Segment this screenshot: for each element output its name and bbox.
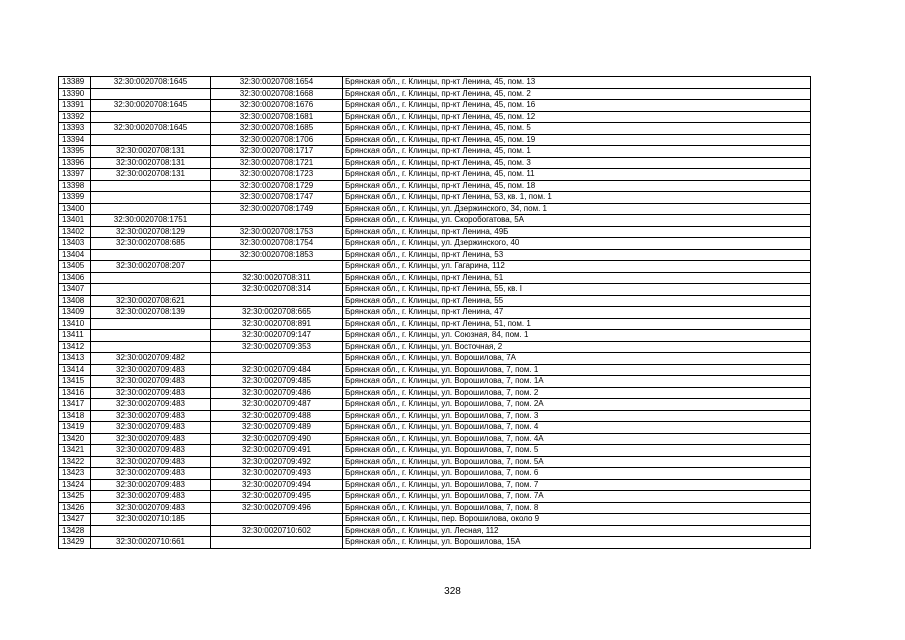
address-cell: Брянская обл., г. Клинцы, пр-кт Ленина, 45, пом. 19 (343, 134, 811, 146)
cadastral-number-cell: 32:30:0020708:311 (211, 272, 343, 284)
parent-cadastral-number-cell: 32:30:0020710:661 (91, 537, 211, 549)
table-row (59, 203, 811, 215)
table-row (59, 100, 811, 112)
address-cell: Брянская обл., г. Клинцы, пр-кт Ленина, 45, пом. 3 (343, 157, 811, 169)
address-cell: Брянская обл., г. Клинцы, пр-кт Ленина, 45, пом. 16 (343, 100, 811, 112)
row-number-cell: 13427 (59, 514, 91, 526)
row-number-cell: 13406 (59, 272, 91, 284)
table-row (59, 537, 811, 549)
cadastral-number-cell: 32:30:0020708:891 (211, 318, 343, 330)
address-cell: Брянская обл., г. Клинцы, пр-кт Ленина, 45, пом. 2 (343, 88, 811, 100)
address-cell: Брянская обл., г. Клинцы, ул. Ворошилова, 7, пом. 6 (343, 468, 811, 480)
cadastral-number-cell: 32:30:0020708:1685 (211, 123, 343, 135)
cadastral-number-cell (211, 353, 343, 365)
address-cell: Брянская обл., г. Клинцы, ул. Ворошилова, 7, пом. 2А (343, 399, 811, 411)
parent-cadastral-number-cell (91, 192, 211, 204)
parent-cadastral-number-cell: 32:30:0020709:483 (91, 456, 211, 468)
cadastral-number-cell: 32:30:0020708:1753 (211, 226, 343, 238)
address-cell: Брянская обл., г. Клинцы, пр-кт Ленина, 45, пом. 11 (343, 169, 811, 181)
row-number-cell: 13396 (59, 157, 91, 169)
table-row (59, 525, 811, 537)
cadastral-number-cell: 32:30:0020709:494 (211, 479, 343, 491)
parent-cadastral-number-cell: 32:30:0020710:185 (91, 514, 211, 526)
parent-cadastral-number-cell (91, 318, 211, 330)
cadastral-number-cell: 32:30:0020709:491 (211, 445, 343, 457)
row-number-cell: 13410 (59, 318, 91, 330)
row-number-cell: 13421 (59, 445, 91, 457)
table-row (59, 479, 811, 491)
address-cell: Брянская обл., г. Клинцы, ул. Союзная, 84, пом. 1 (343, 330, 811, 342)
table-row (59, 192, 811, 204)
table-row (59, 514, 811, 526)
address-cell: Брянская обл., г. Клинцы, ул. Дзержинского, 40 (343, 238, 811, 250)
table-row (59, 111, 811, 123)
parent-cadastral-number-cell (91, 249, 211, 261)
address-cell: Брянская обл., г. Клинцы, ул. Ворошилова, 7А (343, 353, 811, 365)
row-number-cell: 13403 (59, 238, 91, 250)
parent-cadastral-number-cell (91, 272, 211, 284)
cadastral-number-cell: 32:30:0020709:485 (211, 376, 343, 388)
table-row (59, 261, 811, 273)
table-row (59, 318, 811, 330)
parent-cadastral-number-cell: 32:30:0020708:685 (91, 238, 211, 250)
address-cell: Брянская обл., г. Клинцы, ул. Лесная, 112 (343, 525, 811, 537)
cadastral-registry-table (58, 76, 811, 549)
parent-cadastral-number-cell: 32:30:0020708:131 (91, 157, 211, 169)
cadastral-number-cell: 32:30:0020708:1676 (211, 100, 343, 112)
row-number-cell: 13411 (59, 330, 91, 342)
address-cell: Брянская обл., г. Клинцы, пр-кт Ленина, 45, пом. 1 (343, 146, 811, 158)
row-number-cell: 13399 (59, 192, 91, 204)
cadastral-number-cell: 32:30:0020708:1729 (211, 180, 343, 192)
table-row (59, 272, 811, 284)
row-number-cell: 13418 (59, 410, 91, 422)
table-row (59, 341, 811, 353)
parent-cadastral-number-cell (91, 525, 211, 537)
row-number-cell: 13416 (59, 387, 91, 399)
parent-cadastral-number-cell (91, 203, 211, 215)
cadastral-number-cell (211, 261, 343, 273)
row-number-cell: 13419 (59, 422, 91, 434)
parent-cadastral-number-cell: 32:30:0020708:207 (91, 261, 211, 273)
address-cell: Брянская обл., г. Клинцы, пр-кт Ленина, 53 (343, 249, 811, 261)
address-cell: Брянская обл., г. Клинцы, пр-кт Ленина, 53, кв. 1, пом. 1 (343, 192, 811, 204)
table-row (59, 502, 811, 514)
row-number-cell: 13405 (59, 261, 91, 273)
row-number-cell: 13400 (59, 203, 91, 215)
parent-cadastral-number-cell (91, 134, 211, 146)
address-cell: Брянская обл., г. Клинцы, ул. Восточная, 2 (343, 341, 811, 353)
row-number-cell: 13423 (59, 468, 91, 480)
address-cell: Брянская обл., г. Клинцы, пр-кт Ленина, 45, пом. 5 (343, 123, 811, 135)
address-cell: Брянская обл., г. Клинцы, ул. Ворошилова, 7, пом. 1 (343, 364, 811, 376)
row-number-cell: 13408 (59, 295, 91, 307)
row-number-cell: 13393 (59, 123, 91, 135)
row-number-cell: 13402 (59, 226, 91, 238)
table-row (59, 445, 811, 457)
cadastral-number-cell (211, 514, 343, 526)
table-row (59, 410, 811, 422)
address-cell: Брянская обл., г. Клинцы, ул. Ворошилова, 7, пом. 5 (343, 445, 811, 457)
row-number-cell: 13397 (59, 169, 91, 181)
cadastral-number-cell: 32:30:0020708:1723 (211, 169, 343, 181)
row-number-cell: 13413 (59, 353, 91, 365)
cadastral-number-cell: 32:30:0020709:487 (211, 399, 343, 411)
parent-cadastral-number-cell: 32:30:0020709:483 (91, 399, 211, 411)
cadastral-number-cell: 32:30:0020708:1706 (211, 134, 343, 146)
row-number-cell: 13401 (59, 215, 91, 227)
cadastral-number-cell: 32:30:0020708:1654 (211, 77, 343, 89)
table-row (59, 330, 811, 342)
table-row (59, 456, 811, 468)
cadastral-number-cell: 32:30:0020709:488 (211, 410, 343, 422)
table-row (59, 157, 811, 169)
parent-cadastral-number-cell: 32:30:0020708:1645 (91, 100, 211, 112)
table-row (59, 399, 811, 411)
address-cell: Брянская обл., г. Клинцы, пр-кт Ленина, 45, пом. 12 (343, 111, 811, 123)
parent-cadastral-number-cell: 32:30:0020709:483 (91, 387, 211, 399)
table-row (59, 491, 811, 503)
table-row (59, 146, 811, 158)
cadastral-number-cell: 32:30:0020708:1717 (211, 146, 343, 158)
row-number-cell: 13424 (59, 479, 91, 491)
address-cell: Брянская обл., г. Клинцы, ул. Ворошилова, 7, пом. 7А (343, 491, 811, 503)
row-number-cell: 13414 (59, 364, 91, 376)
cadastral-number-cell: 32:30:0020709:484 (211, 364, 343, 376)
address-cell: Брянская обл., г. Клинцы, пр-кт Ленина, 51 (343, 272, 811, 284)
table-row (59, 307, 811, 319)
parent-cadastral-number-cell: 32:30:0020709:483 (91, 422, 211, 434)
cadastral-number-cell: 32:30:0020708:1668 (211, 88, 343, 100)
cadastral-number-cell (211, 537, 343, 549)
table-row (59, 284, 811, 296)
row-number-cell: 13412 (59, 341, 91, 353)
parent-cadastral-number-cell (91, 180, 211, 192)
table-row (59, 123, 811, 135)
table-row (59, 169, 811, 181)
cadastral-number-cell: 32:30:0020708:1754 (211, 238, 343, 250)
address-cell: Брянская обл., г. Клинцы, ул. Дзержинского, 34, пом. 1 (343, 203, 811, 215)
table-row (59, 238, 811, 250)
row-number-cell: 13422 (59, 456, 91, 468)
row-number-cell: 13392 (59, 111, 91, 123)
cadastral-number-cell: 32:30:0020709:492 (211, 456, 343, 468)
parent-cadastral-number-cell: 32:30:0020708:1645 (91, 77, 211, 89)
cadastral-number-cell: 32:30:0020708:1749 (211, 203, 343, 215)
parent-cadastral-number-cell: 32:30:0020709:483 (91, 468, 211, 480)
row-number-cell: 13407 (59, 284, 91, 296)
address-cell: Брянская обл., г. Клинцы, ул. Ворошилова, 7, пом. 4 (343, 422, 811, 434)
row-number-cell: 13429 (59, 537, 91, 549)
address-cell: Брянская обл., г. Клинцы, ул. Ворошилова, 7, пом. 1А (343, 376, 811, 388)
row-number-cell: 13417 (59, 399, 91, 411)
parent-cadastral-number-cell: 32:30:0020709:483 (91, 445, 211, 457)
parent-cadastral-number-cell: 32:30:0020708:621 (91, 295, 211, 307)
parent-cadastral-number-cell (91, 88, 211, 100)
page-number: 328 (444, 586, 461, 597)
cadastral-number-cell: 32:30:0020708:314 (211, 284, 343, 296)
parent-cadastral-number-cell: 32:30:0020709:482 (91, 353, 211, 365)
parent-cadastral-number-cell: 32:30:0020709:483 (91, 433, 211, 445)
parent-cadastral-number-cell: 32:30:0020708:131 (91, 169, 211, 181)
table-row (59, 134, 811, 146)
parent-cadastral-number-cell: 32:30:0020709:483 (91, 364, 211, 376)
cadastral-number-cell: 32:30:0020709:493 (211, 468, 343, 480)
parent-cadastral-number-cell: 32:30:0020708:139 (91, 307, 211, 319)
address-cell: Брянская обл., г. Клинцы, пр-кт Ленина, 47 (343, 307, 811, 319)
cadastral-number-cell: 32:30:0020709:495 (211, 491, 343, 503)
parent-cadastral-number-cell: 32:30:0020708:1645 (91, 123, 211, 135)
address-cell: Брянская обл., г. Клинцы, пр-кт Ленина, 51, пом. 1 (343, 318, 811, 330)
row-number-cell: 13426 (59, 502, 91, 514)
row-number-cell: 13398 (59, 180, 91, 192)
table-row (59, 226, 811, 238)
address-cell: Брянская обл., г. Клинцы, пр-кт Ленина, 45, пом. 18 (343, 180, 811, 192)
address-cell: Брянская обл., г. Клинцы, ул. Ворошилова, 15А (343, 537, 811, 549)
row-number-cell: 13425 (59, 491, 91, 503)
table-row (59, 295, 811, 307)
cadastral-number-cell: 32:30:0020708:1721 (211, 157, 343, 169)
parent-cadastral-number-cell: 32:30:0020709:483 (91, 502, 211, 514)
address-cell: Брянская обл., г. Клинцы, пр-кт Ленина, 55, кв. I (343, 284, 811, 296)
address-cell: Брянская обл., г. Клинцы, ул. Гагарина, 112 (343, 261, 811, 273)
cadastral-number-cell: 32:30:0020709:353 (211, 341, 343, 353)
parent-cadastral-number-cell (91, 111, 211, 123)
parent-cadastral-number-cell: 32:30:0020708:131 (91, 146, 211, 158)
row-number-cell: 13390 (59, 88, 91, 100)
row-number-cell: 13389 (59, 77, 91, 89)
table-row (59, 88, 811, 100)
cadastral-number-cell: 32:30:0020709:147 (211, 330, 343, 342)
table-row (59, 387, 811, 399)
row-number-cell: 13394 (59, 134, 91, 146)
row-number-cell: 13404 (59, 249, 91, 261)
parent-cadastral-number-cell: 32:30:0020709:483 (91, 479, 211, 491)
table-row (59, 180, 811, 192)
cadastral-number-cell: 32:30:0020709:489 (211, 422, 343, 434)
row-number-cell: 13420 (59, 433, 91, 445)
address-cell: Брянская обл., г. Клинцы, ул. Ворошилова, 7, пом. 7 (343, 479, 811, 491)
table-row (59, 215, 811, 227)
cadastral-number-cell: 32:30:0020708:1747 (211, 192, 343, 204)
parent-cadastral-number-cell: 32:30:0020708:1751 (91, 215, 211, 227)
row-number-cell: 13409 (59, 307, 91, 319)
table-row (59, 422, 811, 434)
row-number-cell: 13391 (59, 100, 91, 112)
parent-cadastral-number-cell: 32:30:0020709:483 (91, 410, 211, 422)
address-cell: Брянская обл., г. Клинцы, ул. Ворошилова, 7, пом. 5А (343, 456, 811, 468)
parent-cadastral-number-cell (91, 341, 211, 353)
row-number-cell: 13395 (59, 146, 91, 158)
row-number-cell: 13428 (59, 525, 91, 537)
table-row (59, 249, 811, 261)
address-cell: Брянская обл., г. Клинцы, ул. Скоробогатова, 5А (343, 215, 811, 227)
cadastral-number-cell: 32:30:0020709:490 (211, 433, 343, 445)
table-row (59, 468, 811, 480)
parent-cadastral-number-cell (91, 284, 211, 296)
cadastral-number-cell: 32:30:0020708:1853 (211, 249, 343, 261)
cadastral-number-cell (211, 215, 343, 227)
cadastral-number-cell (211, 295, 343, 307)
address-cell: Брянская обл., г. Клинцы, ул. Ворошилова, 7, пом. 2 (343, 387, 811, 399)
table-row (59, 77, 811, 89)
address-cell: Брянская обл., г. Клинцы, пер. Ворошилова, около 9 (343, 514, 811, 526)
address-cell: Брянская обл., г. Клинцы, пр-кт Ленина, 45, пом. 13 (343, 77, 811, 89)
table-row (59, 364, 811, 376)
row-number-cell: 13415 (59, 376, 91, 388)
cadastral-number-cell: 32:30:0020709:496 (211, 502, 343, 514)
parent-cadastral-number-cell: 32:30:0020709:483 (91, 491, 211, 503)
parent-cadastral-number-cell: 32:30:0020708:129 (91, 226, 211, 238)
address-cell: Брянская обл., г. Клинцы, пр-кт Ленина, 55 (343, 295, 811, 307)
cadastral-number-cell: 32:30:0020709:486 (211, 387, 343, 399)
table-row (59, 376, 811, 388)
cadastral-number-cell: 32:30:0020710:602 (211, 525, 343, 537)
table-row (59, 433, 811, 445)
parent-cadastral-number-cell (91, 330, 211, 342)
parent-cadastral-number-cell: 32:30:0020709:483 (91, 376, 211, 388)
table-row (59, 353, 811, 365)
address-cell: Брянская обл., г. Клинцы, ул. Ворошилова, 7, пом. 8 (343, 502, 811, 514)
registry-table-body (59, 77, 811, 549)
cadastral-number-cell: 32:30:0020708:665 (211, 307, 343, 319)
address-cell: Брянская обл., г. Клинцы, ул. Ворошилова, 7, пом. 3 (343, 410, 811, 422)
address-cell: Брянская обл., г. Клинцы, пр-кт Ленина, 49Б (343, 226, 811, 238)
cadastral-number-cell: 32:30:0020708:1681 (211, 111, 343, 123)
address-cell: Брянская обл., г. Клинцы, ул. Ворошилова, 7, пом. 4А (343, 433, 811, 445)
